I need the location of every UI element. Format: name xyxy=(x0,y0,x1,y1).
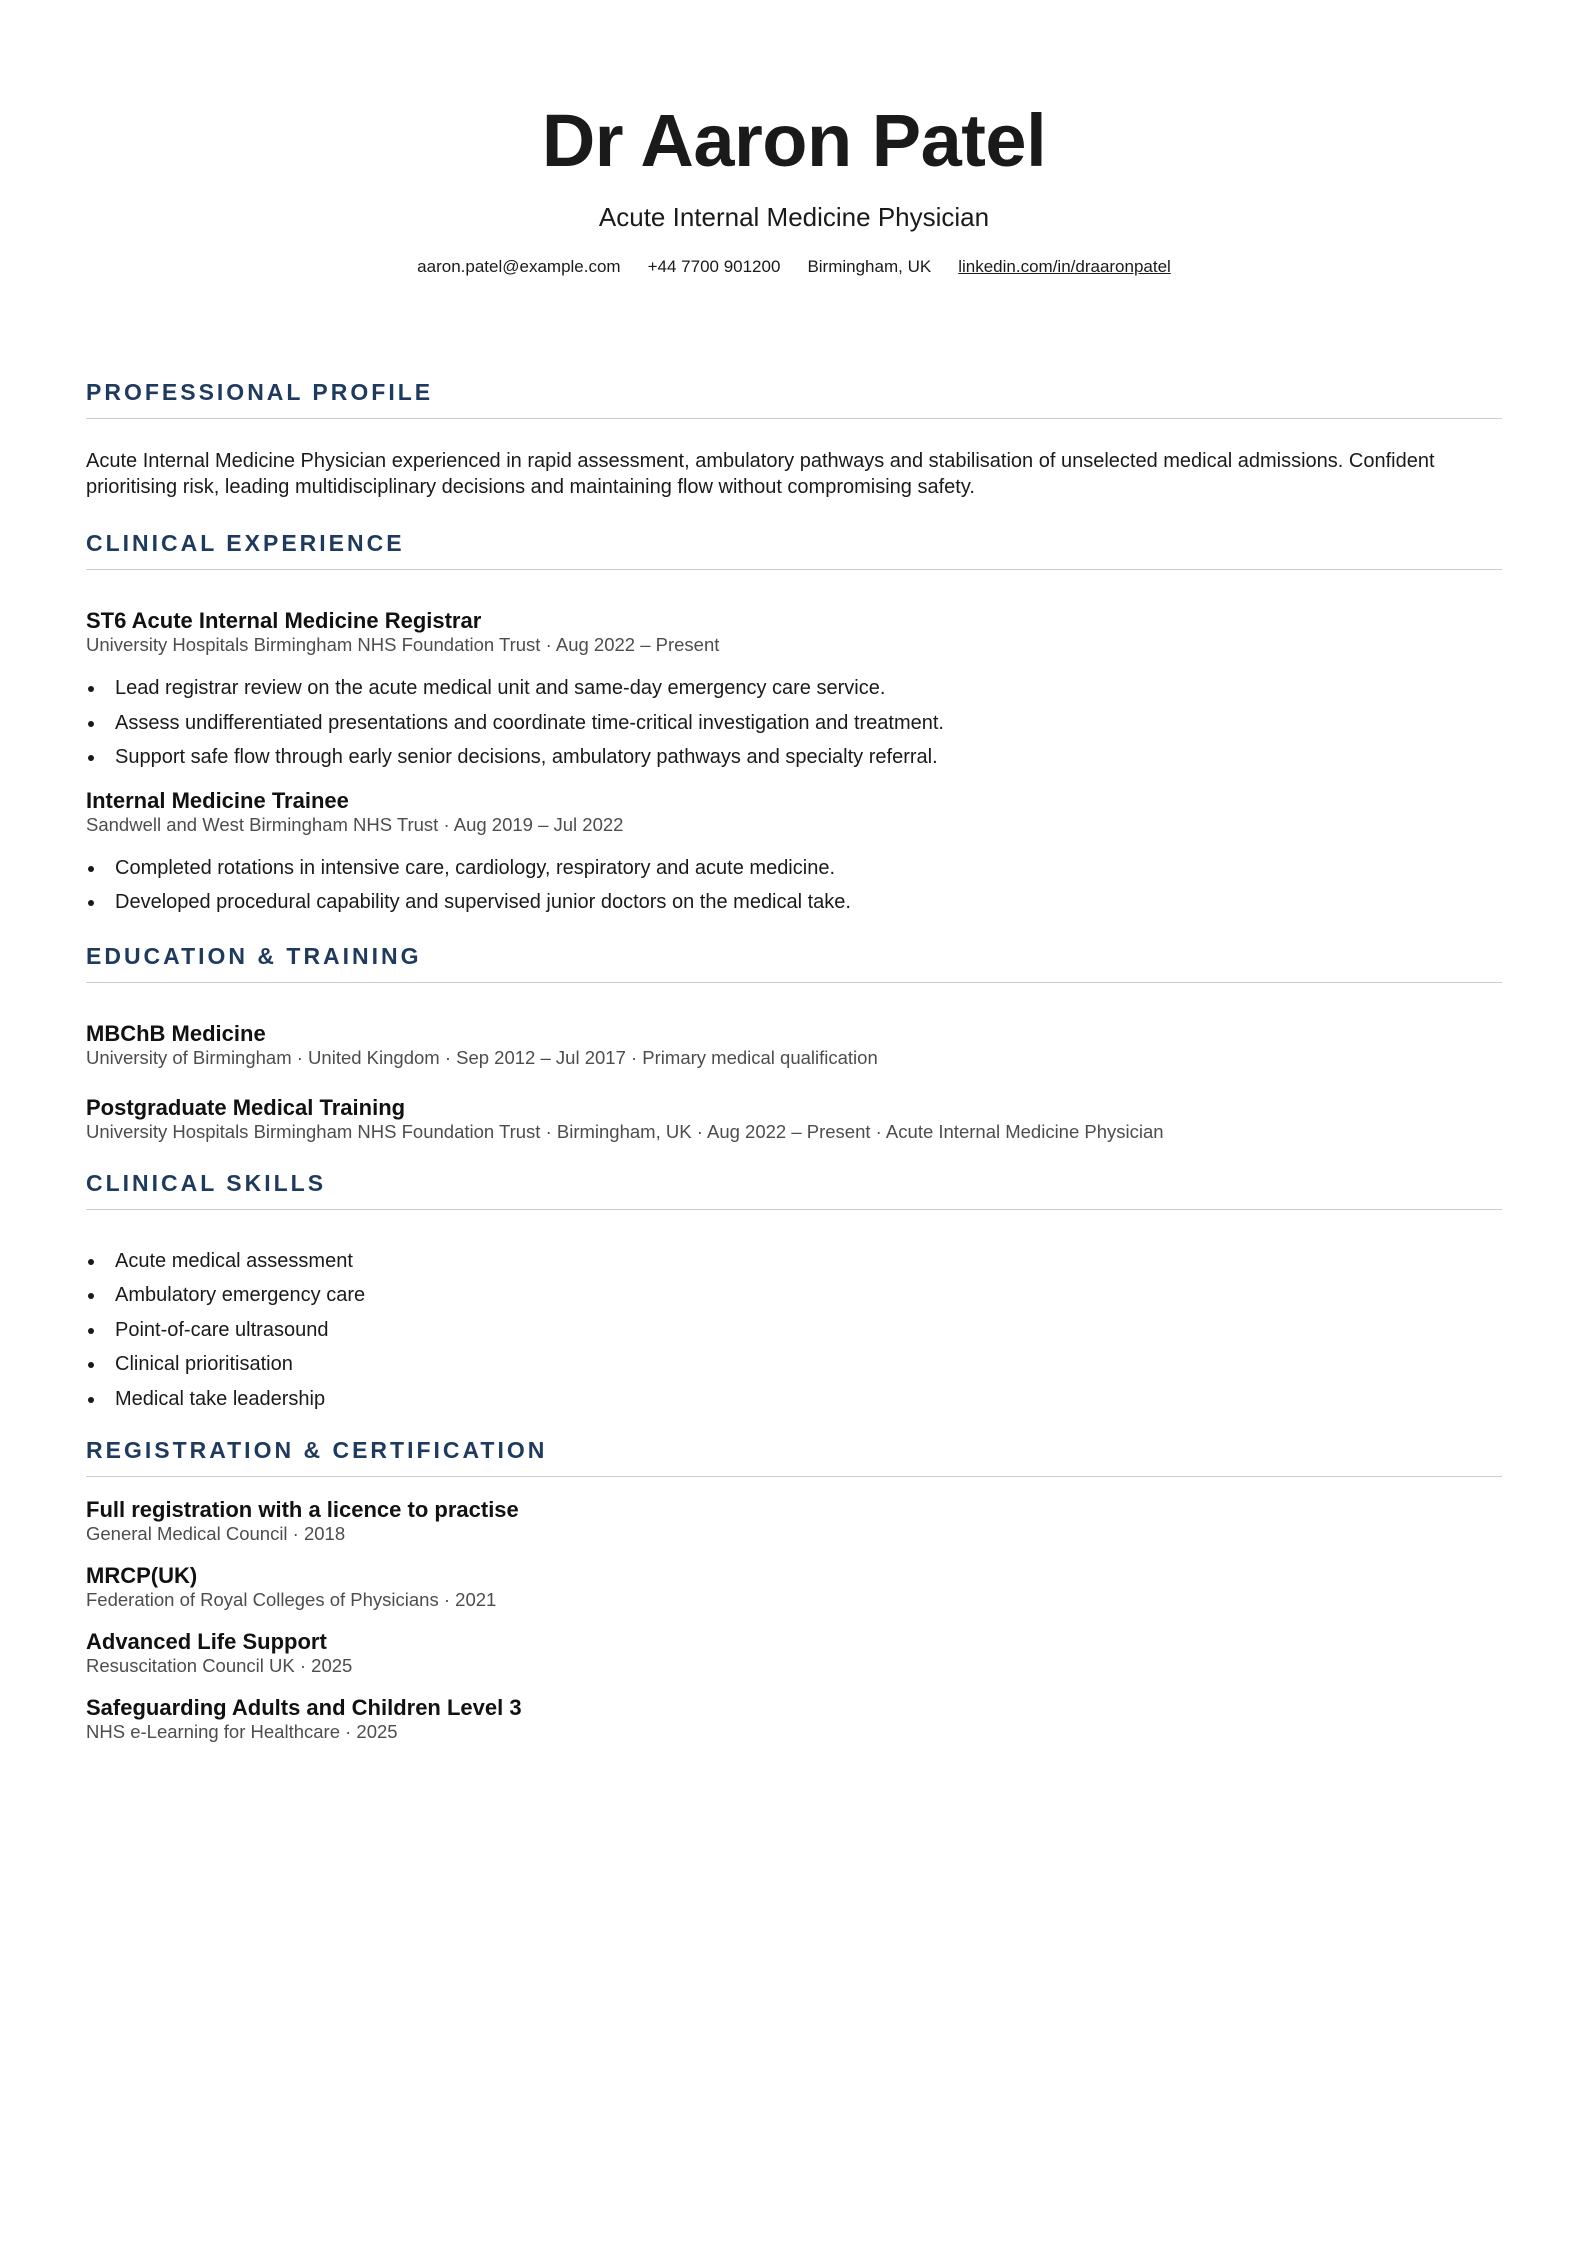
certification-meta: Resuscitation Council UK · 2025 xyxy=(86,1655,353,1676)
profile-summary: Acute Internal Medicine Physician experienced in rapid assessment, ambulatory pathways and stabilisation of unselected medical admissions. Confident prioritising risk, leading multidisciplinary decisions and maintaining flow without compromising safety. xyxy=(86,450,1435,498)
certification-entry xyxy=(86,1563,1502,1611)
certification-entry xyxy=(86,1695,1502,1743)
candidate-name: Dr Aaron Patel xyxy=(541,99,1047,182)
section-title-skills: CLINICAL SKILLS xyxy=(86,1169,1502,1210)
experience-entry xyxy=(86,788,1502,920)
section-title-experience: CLINICAL EXPERIENCE xyxy=(86,529,1502,570)
bullet-item: Lead registrar review on the acute medical unit and same-day emergency care service. xyxy=(86,671,1502,706)
skill-item: Ambulatory emergency care xyxy=(86,1278,1502,1313)
contact-linkedin-link[interactable]: linkedin.com/in/draaronpatel xyxy=(958,257,1171,276)
certification-meta: NHS e-Learning for Healthcare · 2025 xyxy=(86,1721,398,1742)
skills-list xyxy=(86,1244,1502,1417)
section-title-profile: PROFESSIONAL PROFILE xyxy=(86,378,1502,419)
certification-entry xyxy=(86,1629,1502,1677)
experience-meta: University Hospitals Birmingham NHS Foundation Trust · Aug 2022 – Present xyxy=(86,634,720,655)
skill-item: Point-of-care ultrasound xyxy=(86,1313,1502,1348)
education-meta: University of Birmingham · United Kingdom · Sep 2012 – Jul 2017 · Primary medical qualification xyxy=(86,1046,878,1068)
section-experience xyxy=(86,529,1502,920)
bullet-item: Completed rotations in intensive care, cardiology, respiratory and acute medicine. xyxy=(86,851,1502,886)
experience-entry xyxy=(86,608,1502,775)
section-title-registration: REGISTRATION & CERTIFICATION xyxy=(86,1436,1502,1477)
education-title: Postgraduate Medical Training xyxy=(86,1094,406,1120)
certification-title: Safeguarding Adults and Children Level 3 xyxy=(86,1695,522,1720)
certification-meta: Federation of Royal Colleges of Physicians · 2021 xyxy=(86,1589,497,1610)
experience-role: ST6 Acute Internal Medicine Registrar xyxy=(86,608,482,633)
certification-title: Full registration with a licence to practise xyxy=(86,1497,519,1522)
bullet-item: Assess undifferentiated presentations and coordinate time-critical investigation and treatment. xyxy=(86,706,1502,741)
experience-role: Internal Medicine Trainee xyxy=(86,787,349,813)
section-skills xyxy=(86,1169,1502,1417)
contact-line xyxy=(86,256,1502,278)
bullet-item: Support safe flow through early senior decisions, ambulatory pathways and specialty referral. xyxy=(86,740,1502,775)
bullet-item: Developed procedural capability and supervised junior doctors on the medical take. xyxy=(86,885,1502,920)
experience-meta: Sandwell and West Birmingham NHS Trust · Aug 2019 – Jul 2022 xyxy=(86,813,624,835)
candidate-headline: Acute Internal Medicine Physician xyxy=(598,202,990,232)
education-meta: University Hospitals Birmingham NHS Foundation Trust · Birmingham, UK · Aug 2022 – Present · Acute Internal Medicine Physician xyxy=(86,1120,1164,1142)
certification-title: MRCP(UK) xyxy=(86,1563,198,1588)
education-entry xyxy=(86,1095,1502,1143)
section-education xyxy=(86,942,1502,1143)
skill-item: Clinical prioritisation xyxy=(86,1347,1502,1382)
resume-header xyxy=(86,0,1502,278)
experience-bullets xyxy=(86,671,1502,775)
contact-email[interactable]: aaron.patel@example.com xyxy=(417,257,621,276)
section-profile xyxy=(86,378,1502,500)
section-registration xyxy=(86,1436,1502,1743)
skill-item: Medical take leadership xyxy=(86,1382,1502,1417)
contact-phone: +44 7700 901200 xyxy=(647,257,781,276)
certification-entry xyxy=(86,1497,1502,1545)
contact-location: Birmingham, UK xyxy=(807,257,932,276)
certification-title: Advanced Life Support xyxy=(86,1629,327,1654)
education-title: MBChB Medicine xyxy=(86,1020,266,1046)
certification-meta: General Medical Council · 2018 xyxy=(86,1523,346,1544)
skill-item: Acute medical assessment xyxy=(86,1244,1502,1279)
section-title-education: EDUCATION & TRAINING xyxy=(86,942,1502,983)
experience-bullets xyxy=(86,851,1502,920)
education-entry xyxy=(86,1021,1502,1069)
